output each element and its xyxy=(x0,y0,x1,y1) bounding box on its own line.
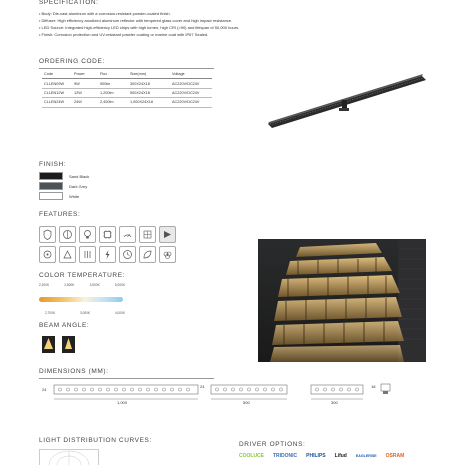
cell-size: 300X24X18 xyxy=(128,79,170,88)
finish-options xyxy=(39,171,89,201)
ct-label: 4,000K xyxy=(114,311,125,315)
cell-power: 24W xyxy=(72,98,98,107)
length-label-300: 300 xyxy=(331,400,338,405)
cell-code: CLLEN09W xyxy=(42,79,72,88)
ct-bottom-labels xyxy=(45,311,125,315)
cri-icon xyxy=(159,246,176,263)
specification-list xyxy=(39,10,369,38)
height-label: 24 xyxy=(42,387,47,392)
ordering-header-row xyxy=(42,70,212,79)
aluminum-icon xyxy=(59,246,76,263)
dimension-drawing-300 xyxy=(310,384,366,410)
table-row xyxy=(42,88,212,97)
beam-30-icon xyxy=(42,336,55,358)
brand-logo-cooluce: COOLUCE xyxy=(239,453,264,459)
cell-power: 9W xyxy=(72,79,98,88)
brand-logo-philips: PHILIPS xyxy=(306,453,326,459)
specification-heading: SPECIFICATION: xyxy=(39,0,99,6)
dimension-drawing-1000 xyxy=(53,384,199,410)
grid-icon xyxy=(139,226,156,243)
dimensions-heading: DIMENSIONS (MM): xyxy=(39,368,109,375)
finish-swatch xyxy=(39,182,63,190)
finish-swatch xyxy=(39,172,63,180)
length-label-1000: 1,000 xyxy=(117,400,128,405)
ct-top-labels xyxy=(39,283,125,287)
col-code: Code xyxy=(42,70,72,79)
beam-angle-label: 30° xyxy=(66,354,71,358)
finish-heading: FINISH: xyxy=(39,161,67,168)
brand-logo-lifud: Lifud xyxy=(334,453,347,459)
col-voltage: Voltage xyxy=(170,70,212,79)
light-distribution-diagram xyxy=(39,449,99,465)
ct-label: 5,000K xyxy=(114,283,125,287)
bulb-icon xyxy=(79,226,96,243)
finish-option-sand-black xyxy=(39,171,89,181)
cell-size: 500X24X18 xyxy=(128,88,170,97)
col-flux: Flux xyxy=(98,70,128,79)
voltage-icon xyxy=(99,246,116,263)
ip-rating-icon xyxy=(59,226,76,243)
eco-icon xyxy=(139,246,156,263)
side-label: 18 xyxy=(371,384,376,389)
ct-label: 3,500K xyxy=(89,283,100,287)
color-temperature-heading: COLOR TEMPERATURE: xyxy=(39,272,126,279)
warranty-icon xyxy=(159,226,176,243)
cell-size: 1,000X24X18 xyxy=(128,98,170,107)
col-size: Size(mm) xyxy=(128,70,170,79)
building-photo xyxy=(258,239,426,362)
brand-logo-eaglerise: EAGLERISE xyxy=(355,454,377,458)
spec-led-source: • LED Source: Integrated high-efficiency LED chips with high lumen, high CRI (>90) and lifespan of 50,000 hours. xyxy=(39,25,240,30)
col-power: Power xyxy=(72,70,98,79)
finish-label: Dark Grey xyxy=(69,183,88,189)
cell-code: CLLEN24W xyxy=(42,98,72,107)
cell-code: CLLEN12W xyxy=(42,88,72,97)
shield-icon xyxy=(39,226,56,243)
chip-icon xyxy=(99,226,116,243)
cell-flux: 2,400lm xyxy=(98,98,128,107)
dimension-drawing-500 xyxy=(210,384,290,410)
cell-voltage: AC220V/DC24V xyxy=(170,98,212,107)
cell-voltage: AC220V/DC24V xyxy=(170,88,212,97)
features-heading: FEATURES: xyxy=(39,211,81,218)
cell-flux: 1,200lm xyxy=(98,88,128,97)
product-image xyxy=(262,72,434,132)
cell-power: 12W xyxy=(72,88,98,97)
table-row xyxy=(42,98,212,107)
spec-diffuser: • Diffuser: High efficiency anodized aluminum reflector with tempered glass cover and high impact resistance. xyxy=(39,18,233,23)
cell-voltage: AC220V/DC24V xyxy=(170,79,212,88)
brand-logo-osram: OSRAM xyxy=(385,453,405,459)
dimensions-divider xyxy=(39,378,214,379)
finish-label: White xyxy=(69,193,80,199)
table-row xyxy=(42,79,212,88)
ct-label: 2,800K xyxy=(64,283,75,287)
driver-options-heading: DRIVER OPTIONS: xyxy=(239,441,306,448)
finish-swatch xyxy=(39,192,63,200)
ordering-table xyxy=(42,70,212,108)
ct-label: 3,000K xyxy=(79,311,91,315)
features-grid xyxy=(39,226,179,263)
driver-brands xyxy=(239,453,404,459)
height-label: 24 xyxy=(200,384,205,389)
light-distribution-heading: LIGHT DISTRIBUTION CURVES: xyxy=(39,437,152,444)
brand-logo-tridonic: TRIDONIC xyxy=(273,453,298,459)
finish-option-dark-grey xyxy=(39,181,89,191)
heat-sink-icon xyxy=(79,246,96,263)
beam-angle-label: 30° xyxy=(46,354,51,358)
side-profile-drawing xyxy=(380,383,394,395)
finish-label: Sand Black xyxy=(69,173,90,179)
color-temperature-bar xyxy=(39,297,123,302)
length-label-500: 500 xyxy=(243,400,250,405)
beam-angle-heading: BEAM ANGLE: xyxy=(39,322,90,329)
ct-label: 2,200K xyxy=(39,283,50,287)
finish-option-white xyxy=(39,191,89,201)
ordering-divider xyxy=(39,68,214,69)
spec-body: • Body: Die-cast aluminum with a corrosion-resistant powder-coated finish. xyxy=(39,11,171,16)
ordering-heading: ORDERING CODE: xyxy=(39,58,105,65)
lifespan-icon xyxy=(119,246,136,263)
dimmer-icon xyxy=(119,226,136,243)
dust-proof-icon xyxy=(39,246,56,263)
spec-finish: • Finish: Corrosion protection and UV-resistant powder coating or marine coat with IP67 Sealed. xyxy=(39,32,209,37)
beam-30-icon xyxy=(62,336,75,358)
cell-flux: 900lm xyxy=(98,79,128,88)
ct-label: 2,700K xyxy=(45,311,56,315)
